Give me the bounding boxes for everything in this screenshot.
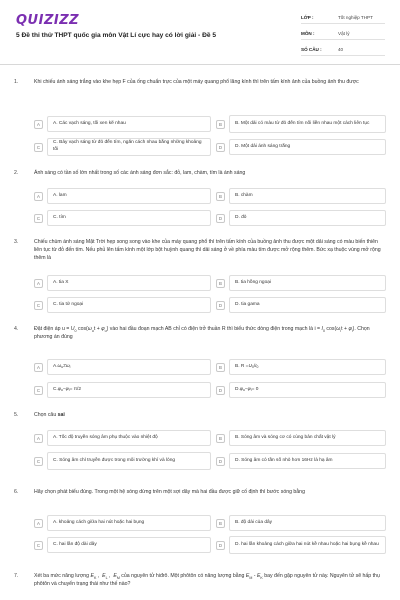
option-text: C. tím <box>47 210 211 226</box>
question-number: 2. <box>14 170 19 176</box>
option-text: D. Một dải ánh sáng trắng <box>229 139 386 155</box>
option-letter: B <box>216 279 225 288</box>
option-c[interactable] <box>34 537 211 553</box>
option-letter: B <box>216 120 225 129</box>
question-text: Đặt điện áp $u = U_0$ $\cos(\omega_ut + \varphi_u)$ vào hai đầu đoạn mạch AB chỉ có điện trở thuần R thì biểu thức dòng điện trong mạch là $i = I_0$ $\cos(\omega_it + \varphi_i)$. Chọn phương án đúng <box>34 326 370 341</box>
option-b[interactable] <box>216 116 386 132</box>
option-text: D. đỏ <box>229 210 386 226</box>
option-c[interactable] <box>34 210 211 226</box>
question-text-prefix: Chọn câu <box>34 412 58 418</box>
option-letter: A <box>34 434 43 443</box>
question-number: 5. <box>14 412 19 418</box>
option-a[interactable] <box>34 275 211 291</box>
meta-value: 40 <box>338 47 344 52</box>
option-letter: A <box>34 120 43 129</box>
document-header <box>0 0 400 60</box>
question-number: 7. <box>14 573 19 579</box>
option-letter: B <box>216 519 225 528</box>
option-letter: B <box>216 192 225 201</box>
option-a[interactable] <box>34 116 211 132</box>
option-letter: D <box>216 301 225 310</box>
meta-row-subject <box>301 28 385 40</box>
option-text: D. hai lần khoảng cách giữa hai nút kề nhau hoặc hai bụng kề nhau <box>229 536 386 554</box>
option-letter: C <box>34 214 43 223</box>
option-text: A. Các vạch sáng, tối xen kẽ nhau <box>47 116 211 132</box>
option-text: C. Bảy vạch sáng từ đỏ đến tím, ngăn cách nhau bằng những khoảng tối <box>47 138 211 156</box>
option-letter: D <box>216 457 225 466</box>
question-text: Khi chiếu ánh sáng trắng vào khe hẹp F của ống chuẩn trực của một máy quang phổ lăng kính thì trên tấm kính ảnh của buồng ảnh thu được <box>34 79 359 85</box>
option-letter: D <box>216 143 225 152</box>
option-text: B. chàm <box>229 188 386 204</box>
meta-value: Tốt nghiệp THPT <box>338 15 373 20</box>
option-text: B. Sóng âm và sóng cơ có cùng bản chất vật lý <box>229 430 386 446</box>
question-text: Xét ba mức năng lượng $E_K$ , $E_L$ , $E_M$ của nguyên tử hiđrô. Một phôtôn có năng lượng bằng $E_M - E_K$ bay đến gặp nguyên tử này. Nguyên tử sẽ hấp thụ phôtôn và chuyển trạng thái như thế nào? <box>34 573 380 588</box>
meta-panel <box>301 12 385 60</box>
option-d[interactable] <box>216 382 386 398</box>
option-letter: C <box>34 301 43 310</box>
option-c[interactable] <box>34 297 211 313</box>
option-a[interactable] <box>34 359 211 375</box>
option-text: A. Tốc độ truyền sóng âm phụ thuộc vào nhiệt độ <box>47 430 211 446</box>
meta-value: Vật lý <box>338 31 350 36</box>
option-letter: B <box>216 363 225 372</box>
question-number: 1. <box>14 79 19 85</box>
option-a[interactable] <box>34 188 211 204</box>
option-letter: A <box>34 519 43 528</box>
option-text: C. hai lần độ dài dây <box>47 537 211 553</box>
quizizz-logo[interactable]: QUIZIZZ <box>16 13 80 28</box>
question-text <box>34 412 384 420</box>
option-text: A. tia X <box>47 275 211 291</box>
option-letter: C <box>34 541 43 550</box>
option-b[interactable] <box>216 275 386 291</box>
option-b[interactable] <box>216 188 386 204</box>
option-b[interactable] <box>216 359 386 375</box>
question-text: Chiếu chùm ánh sáng Mặt Trời hẹp song song vào khe của máy quang phổ thì trên tấm kính của buồng ảnh thu được một dải sáng có màu biến thiên liên tục từ đỏ đến tím. Nếu phủ lên tấm kính một lớp bột huỳnh quang thì dải sáng ở về phía màu tím được mở rộng thêm. Bức xạ thuộc vùng mở rộng thêm là <box>34 239 381 261</box>
option-c[interactable] <box>34 453 211 469</box>
option-text: B. độ dài của dây <box>229 515 386 531</box>
option-text: A. khoảng cách giữa hai nút hoặc hai bụng <box>47 515 211 531</box>
option-text: D. tia gama <box>229 297 386 313</box>
meta-row-class <box>301 12 385 24</box>
option-text: D. φ u − φ i = 0 <box>229 382 386 398</box>
question-number: 3. <box>14 239 19 245</box>
option-text: B. Một dải có màu từ đỏ đến tím nối liền nhau một cách liên tục <box>229 115 386 133</box>
option-a[interactable] <box>34 515 211 531</box>
option-text: B. R = U 0 / I 0 <box>229 359 386 375</box>
option-text: C. tia tử ngoại <box>47 297 211 313</box>
option-letter: A <box>34 279 43 288</box>
option-letter: A <box>34 192 43 201</box>
option-text: D. Sóng âm có tần số nhỏ hơn 16Hz là hạ âm <box>229 453 386 469</box>
meta-label: LỚP : <box>301 15 314 20</box>
option-d[interactable] <box>216 453 386 469</box>
header-divider <box>0 64 400 65</box>
option-text: B. tia hồng ngoại <box>229 275 386 291</box>
option-text: C. φ u − φ i = π/2 <box>47 382 211 398</box>
option-d[interactable] <box>216 210 386 226</box>
option-d[interactable] <box>216 139 386 155</box>
question-text: Hãy chọn phát biểu đúng. Trong một hệ sóng dừng trên một sợi dây mà hai đầu được giữ cố định thì bước sóng bằng <box>34 489 305 495</box>
meta-label: SỐ CÂU : <box>301 47 322 52</box>
option-d[interactable] <box>216 537 386 553</box>
option-letter: D <box>216 541 225 550</box>
question-text-emphasis: sai <box>57 412 65 418</box>
option-letter: A <box>34 363 43 372</box>
option-letter: B <box>216 434 225 443</box>
option-a[interactable] <box>34 430 211 446</box>
option-d[interactable] <box>216 297 386 313</box>
option-c[interactable] <box>34 139 211 155</box>
option-c[interactable] <box>34 382 211 398</box>
option-text: A. ω u ≠ ω i <box>47 359 211 375</box>
question-number: 4. <box>14 326 19 332</box>
option-letter: C <box>34 386 43 395</box>
option-letter: C <box>34 143 43 152</box>
option-text: A. lam <box>47 188 211 204</box>
meta-label: MÔN : <box>301 31 315 36</box>
question-number: 6. <box>14 489 19 495</box>
meta-row-count <box>301 44 385 56</box>
option-b[interactable] <box>216 515 386 531</box>
option-letter: D <box>216 386 225 395</box>
option-letter: D <box>216 214 225 223</box>
option-letter: C <box>34 457 43 466</box>
question-text: Ánh sáng có tần số lớn nhất trong số các ánh sáng đơn sắc: đỏ, lam, chàm, tím là ánh sáng <box>34 170 246 176</box>
option-b[interactable] <box>216 430 386 446</box>
document-title: 5 Đề thi thử THPT quốc gia môn Vật Lí cực hay có lời giải - Đề 5 <box>16 32 216 39</box>
option-text: C. Sóng âm chỉ truyền được trong môi trường khí và lỏng <box>47 452 211 470</box>
